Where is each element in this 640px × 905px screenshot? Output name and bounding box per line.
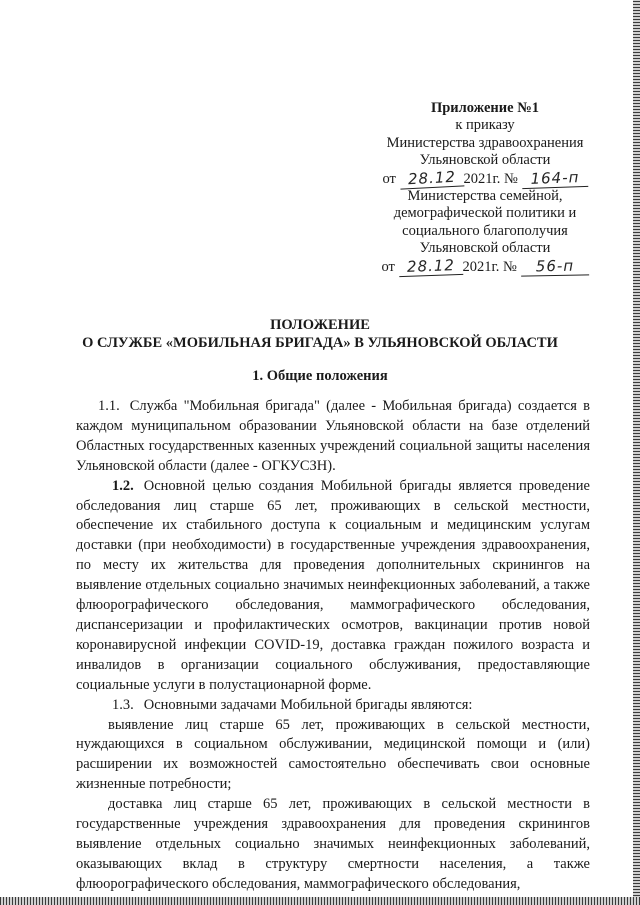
paragraph-1-3 [76,696,590,716]
paragraph-number: 1.1. [98,398,120,414]
scan-edge-right [633,0,640,905]
appendix-line: Ульяновской области [419,152,551,169]
list-item: доставка лиц старше 65 лет, проживающих в сельской местности в государственные учреждения здравоохранения для проведения скринингов выявление отдельных социально значимых неинфекционных заболеваний, оказывающих вклад в структуру смертности населения, а также флюорографического обследования, маммографического обследования, [76,796,590,892]
handwritten-date: 28.12 [399,168,464,190]
appendix-block [340,100,630,276]
handwritten-order-number: 56-п [520,257,588,277]
document-title [60,316,580,352]
appendix-line: Министерства здравоохранения [386,134,584,151]
appendix-line: Министерства семейной, [407,188,563,205]
handwritten-date: 28.12 [398,257,463,278]
document-title-line: О СЛУЖБЕ «МОБИЛЬНАЯ БРИГАДА» В УЛЬЯНОВСКОЙ ОБЛАСТИ [82,335,558,351]
appendix-title: Приложение №1 [430,100,540,116]
list-item: выявление лиц старше 65 лет, проживающих в сельской местности, нуждающихся в социальном обслуживании, медицинской помощи и (или) расширении их возможностей самостоятельно обеспечивать свои основные жизненные потребности; [76,716,590,793]
appendix-line: социального благополучия [402,222,568,239]
appendix-line: Ульяновской области [419,240,551,257]
document-body [76,397,590,895]
paragraph-number: 1.3. [112,696,134,713]
sig-prefix: от [381,258,395,275]
paragraph-text: Основной целью создания Мобильной бригады является проведение обследования лиц старше 65 лет, проживающих в сельской местности, обеспечение их стабильного доступа к социальным и медицинским услугам доставки (при необходимости) в государственные учреждения здравоохранения, по месту их жительства для проведения дополнительных скринингов на выявление отдельных социально значимых неинфекционных заболеваний, а также флюорографического обследования, маммографического обследования, диспансеризации и профилактических осмотров, вакцинации против новой коронавирусной инфекции COVID-19, доставка граждан пожилого возраста и инвалидов в организации социального обслуживания, предоставляющие социальные услуги в полустационарной форме. [76,477,590,693]
paragraph-1-1 [76,397,590,477]
paragraph-text: Служба "Мобильная бригада" (далее - Мобильная бригада) создается в каждом муниципальном образовании Ульяновской области на базе отделений Областных государственных казенных учреждений социальной защиты населения Ульяновской области (далее - ОГКУСЗН). [76,398,590,474]
order-signature-line-1 [340,167,630,188]
sig-year: 2021г. № [462,258,517,275]
handwritten-order-number: 164-п [521,168,588,189]
document-title-line: ПОЛОЖЕНИЕ [270,317,370,333]
appendix-line: к приказу [455,117,515,134]
paragraph-1-2 [76,477,590,696]
appendix-line: демографической политики и [393,205,577,222]
sig-year: 2021г. № [463,170,518,187]
section-heading: 1. Общие положения [252,368,388,384]
sig-prefix: от [382,170,396,187]
scan-edge-bottom [0,897,640,905]
paragraph-number: 1.2. [112,477,134,494]
paragraph-text: Основными задачами Мобильной бригады являются: [143,696,473,713]
order-signature-line-2 [340,255,630,276]
